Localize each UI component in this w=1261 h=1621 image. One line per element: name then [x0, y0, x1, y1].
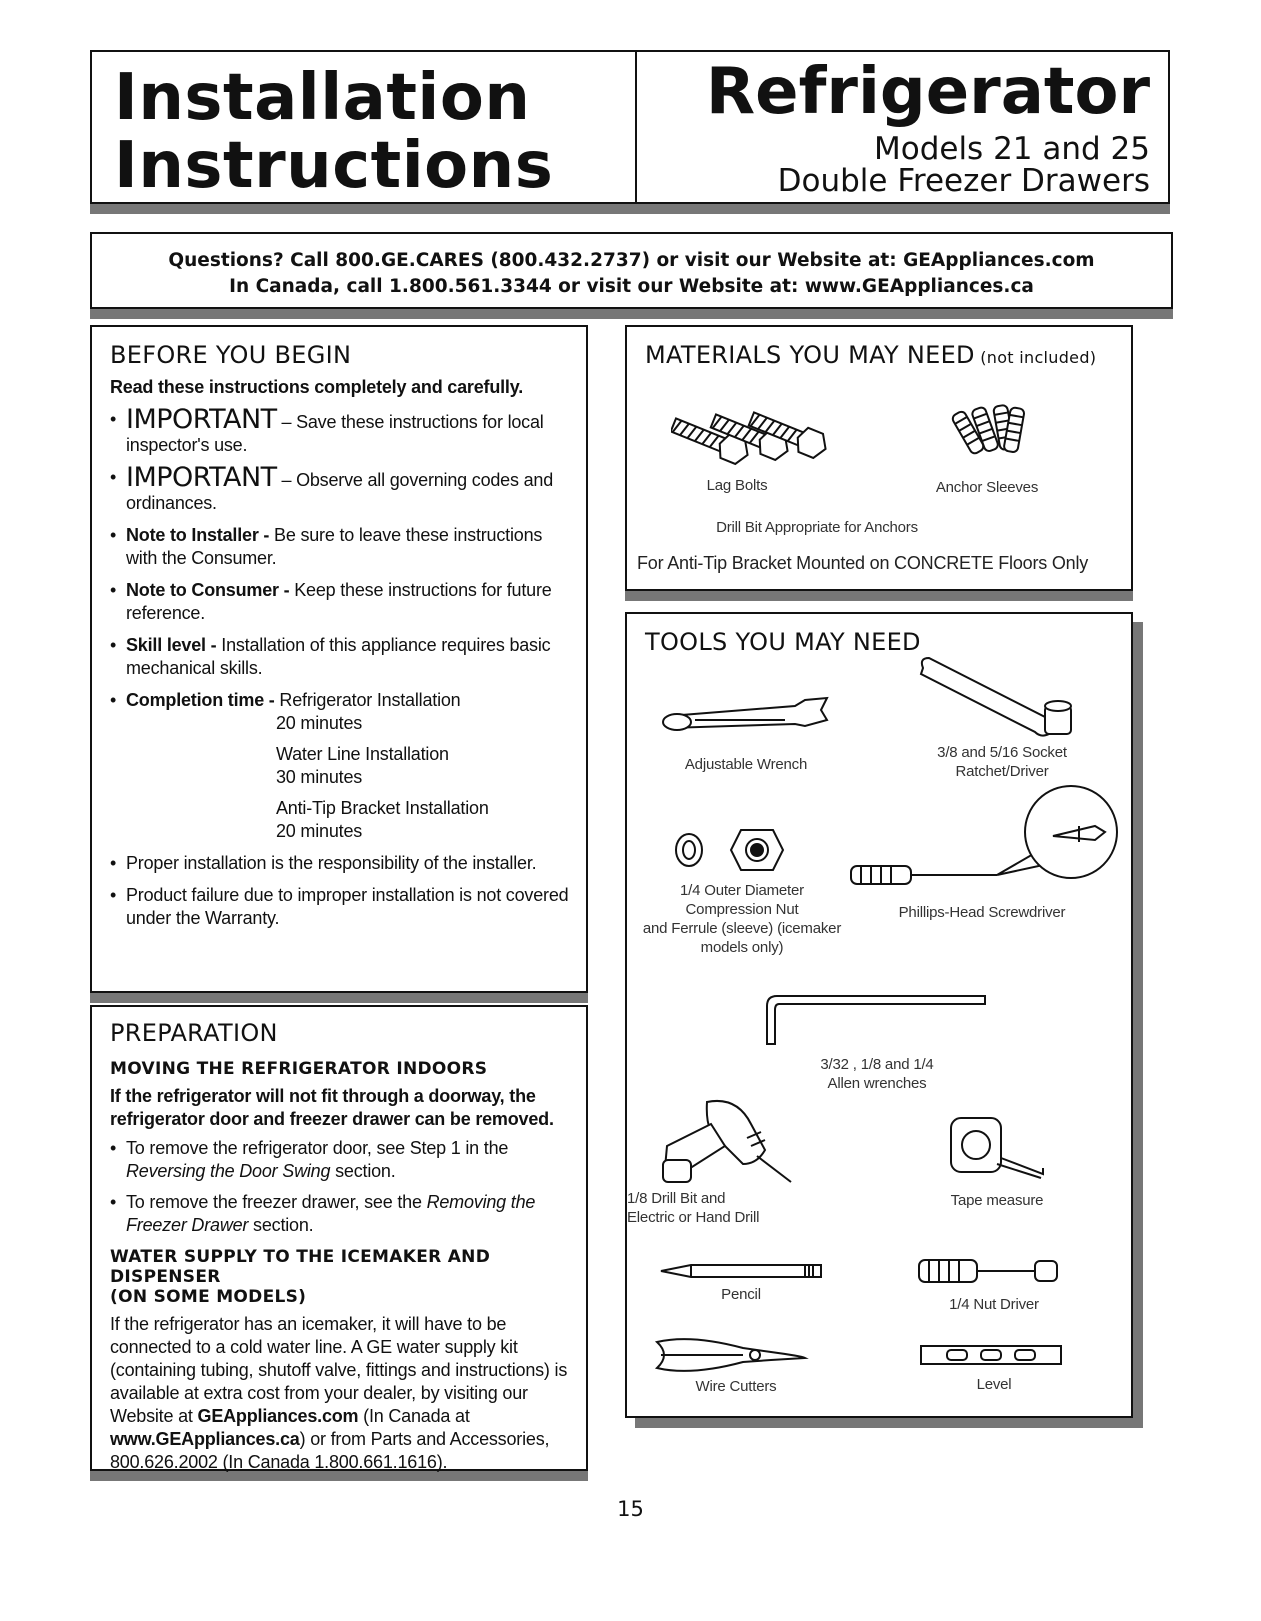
pencil-label: Pencil	[721, 1286, 761, 1303]
socket-label-line2: Ratchet/Driver	[955, 763, 1049, 780]
drawer-section-ref: Removing the Freezer Drawer	[126, 1192, 536, 1235]
wrench-label: Adjustable Wrench	[684, 756, 808, 773]
moving-heading: MOVING THE REFRIGERATOR INDOORS	[110, 1059, 488, 1079]
checklist	[110, 404, 570, 930]
completion-time: 30 minutes	[276, 767, 363, 787]
panel-title: TOOLS YOU MAY NEED	[645, 628, 921, 656]
water-text: If the refrigerator has an icemaker, it will have to be connected to a cold water line. A GE water supply kit (containing tubing, shutoff valve, fittings and instructions) is available at extra cost from your dealer, by visiting our Website at	[110, 1314, 568, 1426]
panel-title: PREPARATION	[110, 1019, 278, 1047]
pencil-icon	[657, 1259, 827, 1283]
important-text: – Save these instructions for local inspector's use.	[126, 412, 544, 455]
list-item	[110, 404, 570, 457]
lag-bolts-label: Lag Bolts	[706, 477, 768, 494]
screwdriver-label: Phillips-Head Screwdriver	[898, 904, 1066, 921]
door-text: To remove the refrigerator door, see Step 1 in the	[126, 1138, 509, 1158]
compression-nut-icon	[671, 824, 811, 874]
doc-title-line1: Installation	[114, 61, 531, 135]
nut-driver-label: 1/4 Nut Driver	[949, 1296, 1039, 1313]
drill-bit-label: Drill Bit Appropriate for Anchors	[716, 519, 918, 536]
wire-cutters-label: Wire Cutters	[695, 1378, 777, 1395]
contact-us-line: Questions? Call 800.GE.CARES (800.432.2737) or visit our Website at: GEAppliances.com	[168, 250, 1095, 271]
list-item	[110, 884, 570, 930]
panel-title: BEFORE YOU BEGIN	[110, 341, 352, 369]
drawer-text-end: section.	[248, 1215, 314, 1235]
allen-label-line2: Allen wrenches	[827, 1075, 927, 1092]
anchor-sleeves-label: Anchor Sleeves	[935, 479, 1039, 496]
level-icon	[917, 1340, 1067, 1370]
nut-label-line3: and Ferrule (sleeve) (icemaker	[642, 920, 842, 937]
subtitle-line: Double Freezer Drawers	[777, 163, 1150, 199]
door-text-end: section.	[330, 1161, 396, 1181]
socket-label-line1: 3/8 and 5/16 Socket	[937, 744, 1067, 761]
note-installer-label: Note to Installer -	[126, 525, 275, 545]
list-item	[110, 689, 570, 843]
materials-panel	[625, 325, 1133, 591]
contact-canada-line: In Canada, call 1.800.561.3344 or visit our Website at: www.GEAppliances.ca	[229, 276, 1034, 297]
water-paragraph	[110, 1313, 570, 1474]
drill-icon	[647, 1094, 807, 1194]
product-box	[635, 50, 1170, 204]
drill-label-line2: Electric or Hand Drill	[627, 1209, 760, 1226]
anchor-sleeves-illustration	[937, 397, 1037, 477]
water-heading-1: WATER SUPPLY TO THE ICEMAKER AND DISPENSER	[110, 1247, 491, 1287]
list-item	[110, 524, 570, 570]
page-number: 15	[617, 1497, 644, 1521]
level-label: Level	[976, 1376, 1012, 1393]
important-label: IMPORTANT	[126, 462, 277, 493]
skill-text: Installation of this appliance requires basic mechanical skills.	[126, 635, 551, 678]
drill-label-line1: 1/8 Drill Bit and	[627, 1190, 726, 1207]
completion-label: Completion time -	[126, 690, 280, 710]
important-text: – Observe all governing codes and ordinances.	[126, 470, 554, 513]
list-item	[110, 634, 570, 680]
allen-label-line1: 3/32 , 1/8 and 1/4	[820, 1056, 934, 1073]
skill-label: Skill level -	[126, 635, 222, 655]
water-text: (In Canada at	[358, 1406, 470, 1426]
moving-lead: If the refrigerator will not fit through a doorway, the refrigerator door and freezer drawer can be removed.	[110, 1086, 554, 1129]
water-text: ) or from Parts and Accessories, 800.626.2002 (In Canada 1.800.661.1616).	[110, 1429, 550, 1472]
phillips-screwdriver-icon	[847, 784, 1127, 894]
important-label: IMPORTANT	[126, 404, 277, 435]
water-heading-2: (ON SOME MODELS)	[110, 1287, 307, 1307]
door-section-ref: Reversing the Door Swing	[126, 1161, 331, 1181]
list-item	[110, 1191, 570, 1237]
allen-wrench-icon	[757, 982, 997, 1052]
tools-panel	[625, 612, 1133, 1418]
lead-text: Read these instructions completely and carefully.	[110, 377, 523, 397]
completion-item-name: Water Line Installation	[276, 744, 449, 764]
note-consumer-text: Keep these instructions for future reference.	[126, 580, 552, 623]
materials-footer: For Anti-Tip Bracket Mounted on CONCRETE Floors Only	[637, 553, 1089, 573]
moving-list	[110, 1137, 570, 1237]
failure-text: Product failure due to improper installation is not covered under the Warranty.	[126, 885, 569, 928]
list-item	[110, 852, 570, 875]
product-title: Refrigerator	[705, 55, 1150, 129]
tape-measure-icon	[943, 1112, 1053, 1192]
before-you-begin-panel	[90, 325, 588, 993]
tape-measure-label: Tape measure	[950, 1192, 1044, 1209]
socket-ratchet-icon	[917, 654, 1087, 744]
completion-time: 20 minutes	[276, 713, 363, 733]
adjustable-wrench-icon	[655, 694, 835, 744]
preparation-panel	[90, 1005, 588, 1471]
list-item	[110, 462, 570, 515]
list-item	[110, 1137, 570, 1183]
note-consumer-label: Note to Consumer -	[126, 580, 295, 600]
completion-time: 20 minutes	[276, 821, 363, 841]
materials-note: (not included)	[974, 348, 1097, 367]
proper-text: Proper installation is the responsibility of the installer.	[126, 853, 537, 873]
water-website-ca: www.GEAppliances.ca	[110, 1429, 300, 1449]
nut-label-line1: 1/4 Outer Diameter	[680, 882, 804, 899]
note-installer-text: Be sure to leave these instructions with the Consumer.	[126, 525, 543, 568]
contact-banner	[90, 232, 1173, 309]
title-box	[90, 50, 635, 204]
list-item	[110, 579, 570, 625]
nut-label-line2: Compression Nut	[685, 901, 799, 918]
wire-cutters-icon	[651, 1332, 811, 1376]
completion-item-name: Anti-Tip Bracket Installation	[276, 798, 489, 818]
panel-title	[645, 341, 1117, 369]
water-website-us: GEAppliances.com	[197, 1406, 359, 1426]
drawer-text: To remove the freezer drawer, see the	[126, 1192, 427, 1212]
models-line: Models 21 and 25	[873, 131, 1150, 167]
nut-label-line4: models only)	[700, 939, 784, 956]
doc-title-line2: Instructions	[114, 129, 554, 203]
completion-item-name: Refrigerator Installation	[279, 690, 461, 710]
lag-bolts-illustration	[671, 405, 831, 485]
materials-title: MATERIALS YOU MAY NEED	[645, 341, 975, 369]
nut-driver-icon	[915, 1252, 1065, 1292]
